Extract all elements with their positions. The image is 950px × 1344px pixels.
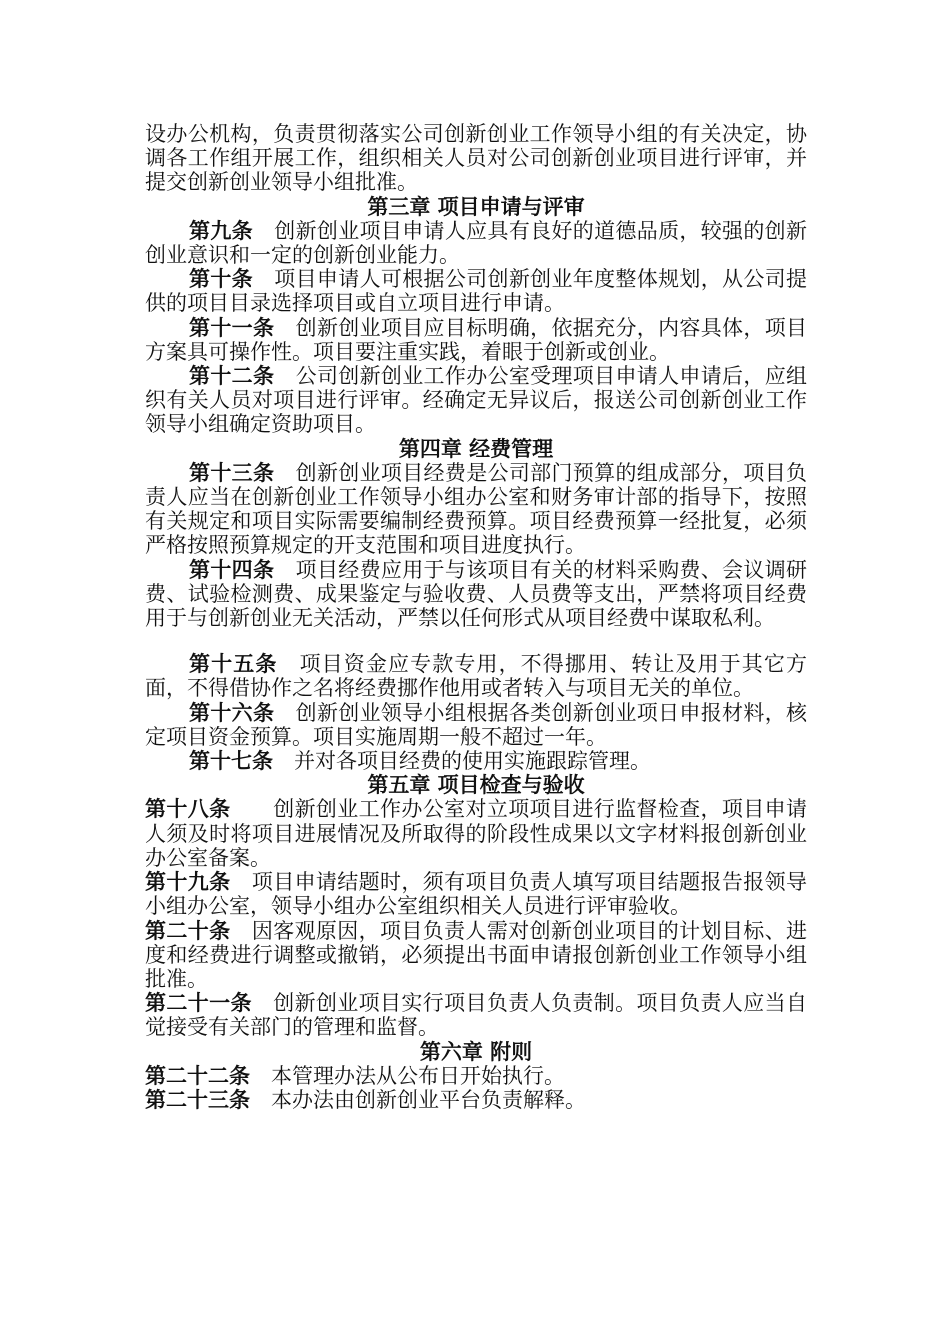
- article-text: 本管理办法从公布日开始执行。: [250, 1063, 565, 1088]
- article-label: 第十八条: [145, 797, 231, 822]
- article-text: 创新创业项目申请人应具有良好的道德品质，较强的创新创业意识和一定的创新创业能力。: [145, 218, 808, 268]
- chapter-4-title: 第四章 经费管理: [398, 436, 554, 461]
- article-label: 第十一条: [189, 315, 275, 340]
- article-text: 创新创业工作办公室对立项项目进行监督检查，项目申请人须及时将项目进展情况及所取得的阶段性成果以文字材料报创新创业办公室备案。: [145, 797, 807, 870]
- article-label: 第十四条: [189, 557, 275, 582]
- article-label: 第二十二条: [145, 1063, 250, 1088]
- article-9: [145, 219, 807, 267]
- chapter-6-title: 第六章 附则: [419, 1039, 533, 1064]
- article-text: 创新创业项目实行项目负责人负责制。项目负责人应当自觉接受有关部门的管理和监督。: [145, 991, 808, 1040]
- article-text: 项目申请结题时，须有项目负责人填写项目结题报告报领导小组办公室，领导小组办公室组织相关人员进行评审验收。: [145, 870, 807, 919]
- chapter-3-title: 第三章 项目申请与评审: [367, 194, 585, 219]
- article-text: 创新创业项目应目标明确，依据充分，内容具体，项目方案具可操作性。项目要注重实践，着眼于创新或创业。: [145, 315, 808, 364]
- article-label: 第二十一条: [145, 991, 252, 1016]
- article-18: [145, 797, 807, 870]
- article-label: 第十九条: [145, 870, 231, 895]
- intro-paragraph: 设办公机构，负责贯彻落实公司创新创业工作领导小组的有关决定，协调各工作组开展工作，组织相关人员对公司创新创业项目进行评审，并提交创新创业领导小组批准。: [145, 122, 807, 195]
- article-text: 项目经费应用于与该项目有关的材料采购费、会议调研费、试验检测费、成果鉴定与验收费、人员费等支出，严禁将项目经费用于与创新创业无关活动，严禁以任何形式从项目经费中谋取私利。: [145, 557, 808, 631]
- article-12: [145, 364, 807, 437]
- article-label: 第十五条: [189, 652, 278, 677]
- article-19: [145, 870, 807, 918]
- article-text: 并对各项目经费的使用实施跟踪管理。: [273, 749, 651, 774]
- article-21: [145, 991, 807, 1039]
- article-label: 第十六条: [189, 700, 275, 725]
- article-text: 公司创新创业工作办公室受理项目申请人申请后，应组织有关人员对项目进行评审。经确定无异议后，报送公司创新创业工作领导小组确定资助项目。: [145, 364, 808, 437]
- article-10: [145, 267, 807, 315]
- article-text: 创新创业领导小组根据各类创新创业项日申报材料，核定项目资金预算。项目实施周期一般不超过一年。: [145, 700, 808, 749]
- article-17: [145, 749, 807, 773]
- article-23: [145, 1088, 807, 1112]
- article-text: 因客观原因，项目负责人需对创新创业项目的计划目标、进度和经费进行调整或撤销，必须提出书面申请报创新创业工作领导小组批准。: [145, 918, 807, 991]
- article-20: [145, 919, 807, 992]
- article-11: [145, 316, 807, 364]
- article-text: 项目资金应专款专用，不得挪用、转让及用于其它方面，不得借协作之名将经费挪作他用或者转入与项目无关的单位。: [145, 652, 808, 701]
- document-body: [145, 122, 807, 1112]
- article-22: [145, 1064, 807, 1088]
- article-text: 本办法由创新创业平台负责解释。: [250, 1087, 586, 1112]
- article-label: 第二十条: [145, 918, 231, 943]
- article-14: [145, 558, 807, 631]
- article-13: [145, 461, 807, 558]
- article-label: 第十二条: [189, 364, 275, 389]
- article-label: 第十七条: [189, 749, 273, 774]
- article-15: [145, 652, 807, 700]
- article-text: 创新创业项目经费是公司部门预算的组成部分，项目负责人应当在创新创业工作领导小组办公室和财务审计部的指导下，按照有关规定和项目实际需要编制经费预算。项目经费预算一经批复，必须严格按照预算规定的开支范围和项目进度执行。: [145, 460, 808, 558]
- chapter-5-title: 第五章 项目检查与验收: [367, 773, 585, 798]
- article-text: 项目申请人可根据公司创新创业年度整体规划，从公司提供的项目目录选择项目或自立项目进行申请。: [145, 267, 808, 316]
- article-16: [145, 701, 807, 749]
- article-label: 第十三条: [189, 460, 275, 485]
- paragraph-gap: [145, 630, 807, 652]
- article-label: 第十条: [189, 267, 253, 292]
- article-label: 第九条: [189, 218, 253, 243]
- article-label: 第二十三条: [145, 1087, 250, 1112]
